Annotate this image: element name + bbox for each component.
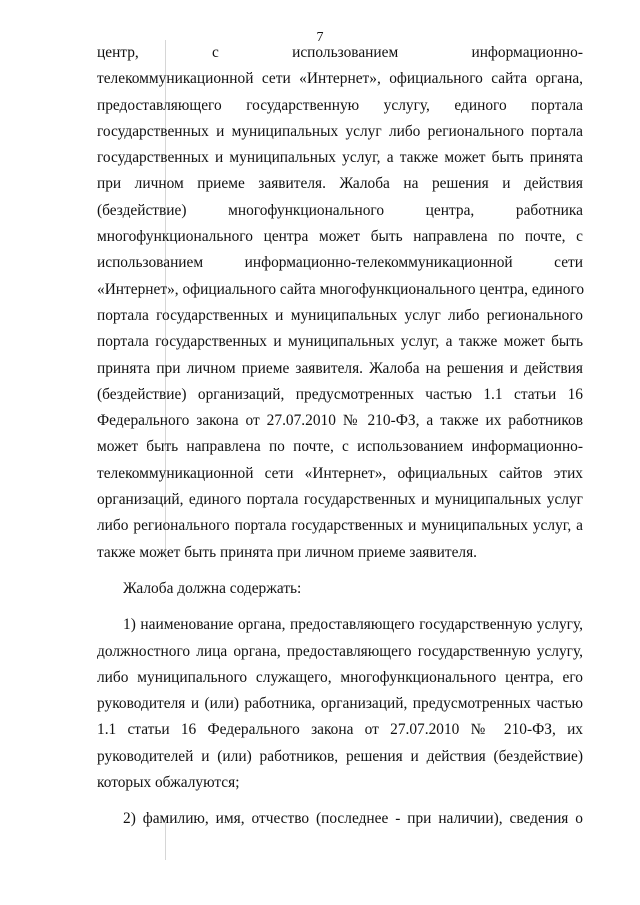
document-body	[97, 40, 583, 833]
text-line: использованием информационно-телекоммуникационной сети	[97, 254, 583, 272]
page-number: 7	[316, 30, 324, 45]
text-line: принята при личном приеме заявителя. Жалоба на решения и действия	[97, 359, 583, 377]
text-line: также может быть принята при личном приеме заявителя.	[97, 543, 478, 561]
text-line: телекоммуникационной сети «Интернет», официального сайта органа,	[97, 70, 583, 88]
text-line: Жалоба должна содержать:	[123, 579, 302, 597]
text-line: предоставляющего государственную услугу, единого портала	[97, 96, 583, 114]
text-line: портала государственных и муниципальных услуг, а также может быть	[97, 333, 583, 351]
text-line: может быть направлена по почте, с использованием информационно-	[97, 438, 583, 456]
text-line: (бездействие) организаций, предусмотренных частью 1.1 статьи 16	[97, 385, 583, 403]
text-line: 1.1 статьи 16 Федерального закона от 27.07.2010 № 210-ФЗ, их	[97, 721, 583, 739]
text-line: государственных и муниципальных услуг, а также может быть принята	[97, 149, 583, 167]
text-line: многофункционального центра может быть направлена по почте, с	[97, 228, 583, 246]
text-line: при личном приеме заявителя. Жалоба на решения и действия	[97, 175, 583, 193]
text-line: телекоммуникационной сети «Интернет», официальных сайтов этих	[97, 464, 583, 482]
paragraph	[97, 612, 583, 796]
text-line: 2) фамилию, имя, отчество (последнее - при наличии), сведения о	[123, 810, 583, 828]
text-line: должностного лица органа, предоставляющего государственную услугу,	[97, 642, 583, 660]
text-line: либо муниципального служащего, многофункционального центра, его	[97, 668, 583, 686]
paragraph	[97, 806, 583, 832]
text-line: центр, с использованием информационно-	[97, 44, 583, 61]
text-line: 1) наименование органа, предоставляющего государственную услугу,	[123, 616, 583, 634]
text-line: либо регионального портала государственных и муниципальных услуг, а	[97, 517, 583, 535]
text-line: «Интернет», официального сайта многофункционального центра, единого	[97, 280, 585, 298]
text-line: руководителя и (или) работника, организаций, предусмотренных частью	[97, 695, 583, 713]
paragraph	[97, 576, 583, 602]
text-line: портала государственных и муниципальных услуг либо регионального	[97, 306, 583, 324]
text-line: государственных и муниципальных услуг либо регионального портала	[97, 122, 583, 140]
text-line: (бездействие) многофункционального центра, работника	[97, 201, 583, 219]
text-line: Федерального закона от 27.07.2010 № 210-ФЗ, а также их работников	[97, 412, 583, 430]
text-line: организаций, единого портала государственных и муниципальных услуг	[97, 491, 583, 509]
text-line: руководителей и (или) работников, решения и действия (бездействие)	[97, 747, 583, 765]
text-line: которых обжалуются;	[97, 774, 240, 792]
paragraph	[97, 40, 583, 566]
